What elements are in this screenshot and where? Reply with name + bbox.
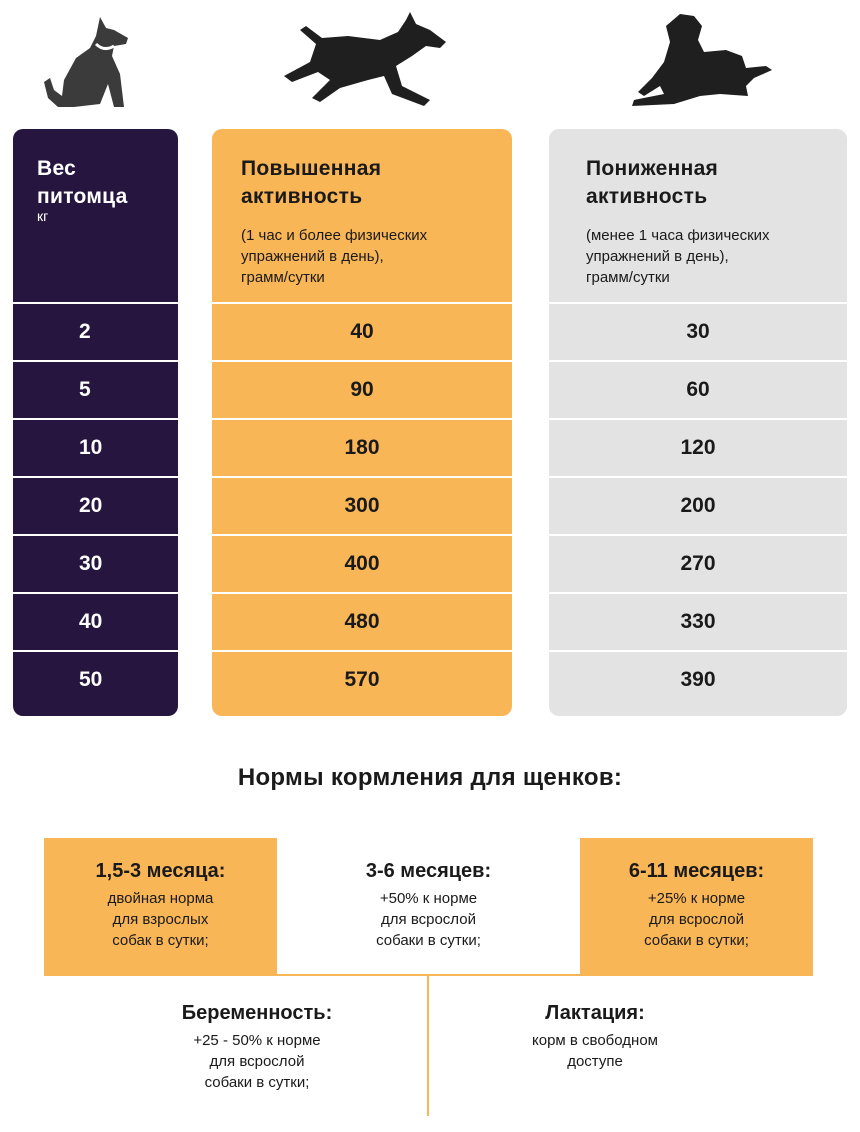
high-activity-title: Повышенная активность <box>241 157 382 208</box>
puppy-box-3-6-months <box>277 838 580 976</box>
weight-header-title: Вес питомца <box>37 157 128 208</box>
puppy-box-title: 3-6 месяцев: <box>365 860 492 882</box>
low-activity-column <box>549 129 847 716</box>
high-activity-cell: 400 <box>212 534 512 592</box>
pregnancy-block <box>132 1000 382 1093</box>
weight-cell: 30 <box>13 534 178 592</box>
pregnancy-title: Беременность: <box>181 1002 333 1024</box>
high-activity-cell: 480 <box>212 592 512 650</box>
puppy-box-1-5-3-months <box>44 838 277 976</box>
high-activity-column <box>212 129 512 716</box>
high-activity-cell: 90 <box>212 360 512 418</box>
weight-header <box>13 129 178 302</box>
low-activity-cell: 330 <box>549 592 847 650</box>
pregnancy-text: +25 - 50% к норме для всрослой собаки в сутки; <box>193 1032 321 1091</box>
puppy-box-text: +50% к норме для всрослой собаки в сутки; <box>376 890 481 949</box>
weight-cell: 40 <box>13 592 178 650</box>
weight-unit: кг <box>37 208 49 224</box>
low-activity-cell: 60 <box>549 360 847 418</box>
low-activity-cell: 30 <box>549 302 847 360</box>
low-activity-note: (менее 1 часа физических упражнений в день), грамм/сутки <box>586 227 770 286</box>
puppy-box-text: +25% к норме для всрослой собаки в сутки; <box>644 890 749 949</box>
puppy-box-title: 1,5-3 месяца: <box>95 860 226 882</box>
high-activity-cell: 300 <box>212 476 512 534</box>
high-activity-header <box>212 129 512 302</box>
lying-dog-icon <box>630 12 775 107</box>
running-dog-icon <box>280 10 450 110</box>
high-activity-cell: 570 <box>212 650 512 708</box>
puppy-box-6-11-months <box>580 838 813 976</box>
weight-cell: 5 <box>13 360 178 418</box>
low-activity-cell: 390 <box>549 650 847 708</box>
low-activity-header <box>549 129 847 302</box>
puppies-section-title: Нормы кормления для щенков: <box>237 764 623 791</box>
puppy-box-title: 6-11 месяцев: <box>628 860 765 882</box>
lactation-block <box>470 1000 720 1072</box>
vertical-divider <box>427 976 429 1116</box>
weight-cell: 10 <box>13 418 178 476</box>
weight-column <box>13 129 178 716</box>
weight-cell: 20 <box>13 476 178 534</box>
low-activity-title: Пониженная активность <box>586 157 719 208</box>
lactation-title: Лактация: <box>545 1002 645 1024</box>
puppy-box-text: двойная норма для взрослых собак в сутки; <box>107 890 214 949</box>
weight-cell: 50 <box>13 650 178 708</box>
high-activity-cell: 40 <box>212 302 512 360</box>
high-activity-cell: 180 <box>212 418 512 476</box>
weight-cell: 2 <box>13 302 178 360</box>
lactation-text: корм в свободном доступе <box>532 1032 658 1070</box>
sitting-small-dog-icon <box>40 12 140 112</box>
low-activity-cell: 270 <box>549 534 847 592</box>
low-activity-cell: 120 <box>549 418 847 476</box>
high-activity-note: (1 час и более физических упражнений в день), грамм/сутки <box>241 227 428 286</box>
low-activity-cell: 200 <box>549 476 847 534</box>
